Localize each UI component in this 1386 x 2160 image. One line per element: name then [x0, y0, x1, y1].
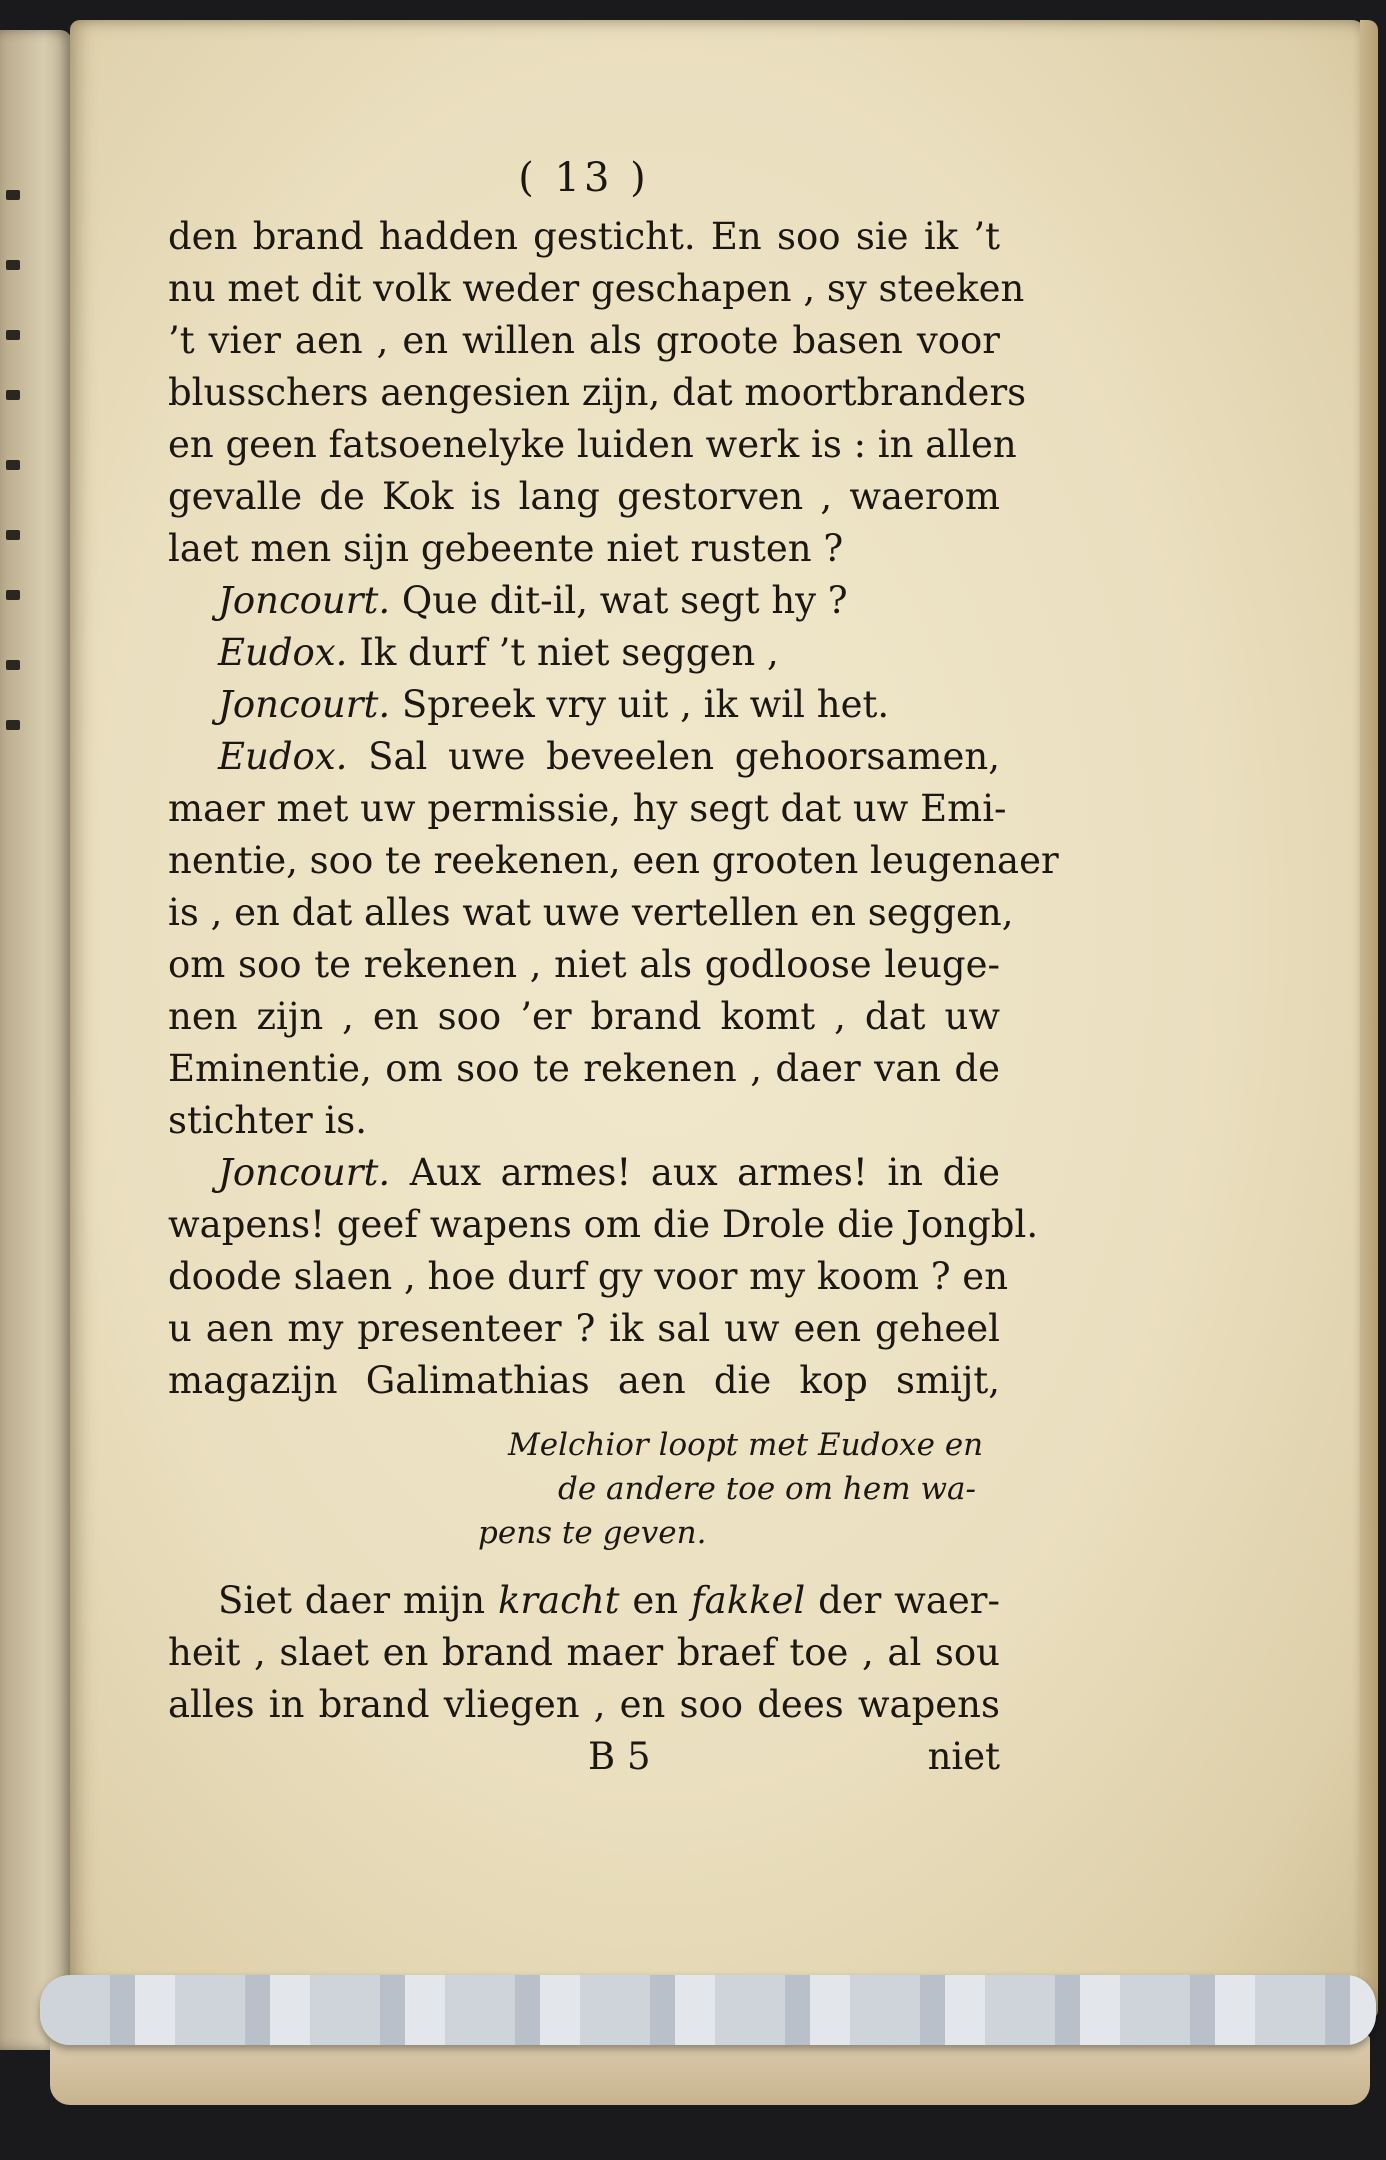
catchword: niet: [927, 1735, 1000, 1778]
dialogue-text: Que dit-il, wat segt hy ?: [401, 579, 848, 622]
facing-page-edge: [0, 30, 72, 2050]
dialogue-line: [168, 731, 1000, 783]
signature-mark: B 5: [588, 1735, 651, 1778]
stage-direction-line: pens te geven.: [478, 1515, 707, 1551]
dialogue-line: [168, 627, 1000, 679]
dialogue-text: Sal uwe beveelen gehoorsamen,: [368, 735, 1000, 778]
text-line: doode slaen , hoe durf gy voor my koom ? en: [168, 1255, 1009, 1298]
dialogue-line: [168, 679, 1000, 731]
speaker-name: Joncourt.: [218, 579, 391, 622]
text-line: gevalle de Kok is lang gestorven , waerom: [168, 475, 1000, 518]
dialogue-text: Ik durf ’t niet seggen ,: [359, 631, 779, 674]
text-line: en geen fatsoenelyke luiden werk is : in allen: [168, 423, 1017, 466]
text-line: u aen my presenteer ? ik sal uw een geheel: [168, 1307, 1000, 1350]
page-fore-edge: [1360, 20, 1378, 2020]
page-bottom-edge: [50, 2035, 1370, 2105]
page-footer: [168, 1731, 1000, 1783]
stage-direction-line: de andere toe om hem wa-: [558, 1471, 976, 1507]
text-line: nentie, soo te reekenen, een grooten leugenaer: [168, 839, 1059, 882]
italic-word: kracht: [497, 1579, 620, 1622]
text-line: stichter is.: [168, 1099, 368, 1142]
dialogue-text: Aux armes! aux armes! in die: [409, 1151, 1001, 1194]
dialogue-line: [168, 1147, 1000, 1199]
text-line: laet men sijn gebeente niet rusten ?: [168, 527, 844, 570]
text-line: wapens! geef wapens om die Drole die Jongbl.: [168, 1203, 1039, 1246]
text-line: nu met dit volk weder geschapen , sy steeken: [168, 267, 1025, 310]
text-line: is , en dat alles wat uwe vertellen en seggen,: [168, 891, 1014, 934]
speaker-name: Eudox.: [218, 735, 348, 778]
italic-word: fakkel: [690, 1579, 806, 1622]
text-line: den brand hadden gesticht. En soo sie ik ’t: [168, 215, 1000, 258]
speaker-name: Eudox.: [218, 631, 348, 674]
dialogue-text: Spreek vry uit , ik wil het.: [401, 683, 890, 726]
text-line: Eminentie, om soo te rekenen , daer van de: [168, 1047, 1000, 1090]
text-line: Siet daer mijn kracht en fakkel der waer-: [218, 1579, 1000, 1622]
text-line: nen zijn , en soo ’er brand komt , dat uw: [168, 995, 1000, 1038]
page-text: [168, 155, 1059, 1783]
text-line: ’t vier aen , en willen als groote basen voor: [168, 319, 1000, 362]
text-line: alles in brand vliegen , en soo dees wapens: [168, 1683, 1000, 1726]
text-line: blusschers aengesien zijn, dat moortbranders: [168, 371, 1027, 414]
speaker-name: Joncourt.: [218, 683, 391, 726]
dialogue-line: [168, 575, 1000, 627]
speaker-name: Joncourt.: [218, 1151, 391, 1194]
text-line: heit , slaet en brand maer braef toe , al sou: [168, 1631, 1000, 1674]
text-line: magazijn Galimathias aen die kop smijt,: [168, 1359, 1000, 1402]
page-number-header: ( 13 ): [518, 155, 650, 201]
stage-direction: [168, 1423, 1000, 1555]
text-line: om soo te rekenen , niet als godloose leuge-: [168, 943, 1000, 986]
stage-direction-line: Melchior loopt met Eudoxe en: [508, 1427, 984, 1463]
binding-ribbon: [40, 1975, 1376, 2045]
text-line: maer met uw permissie, hy segt dat uw Emi-: [168, 787, 1007, 830]
